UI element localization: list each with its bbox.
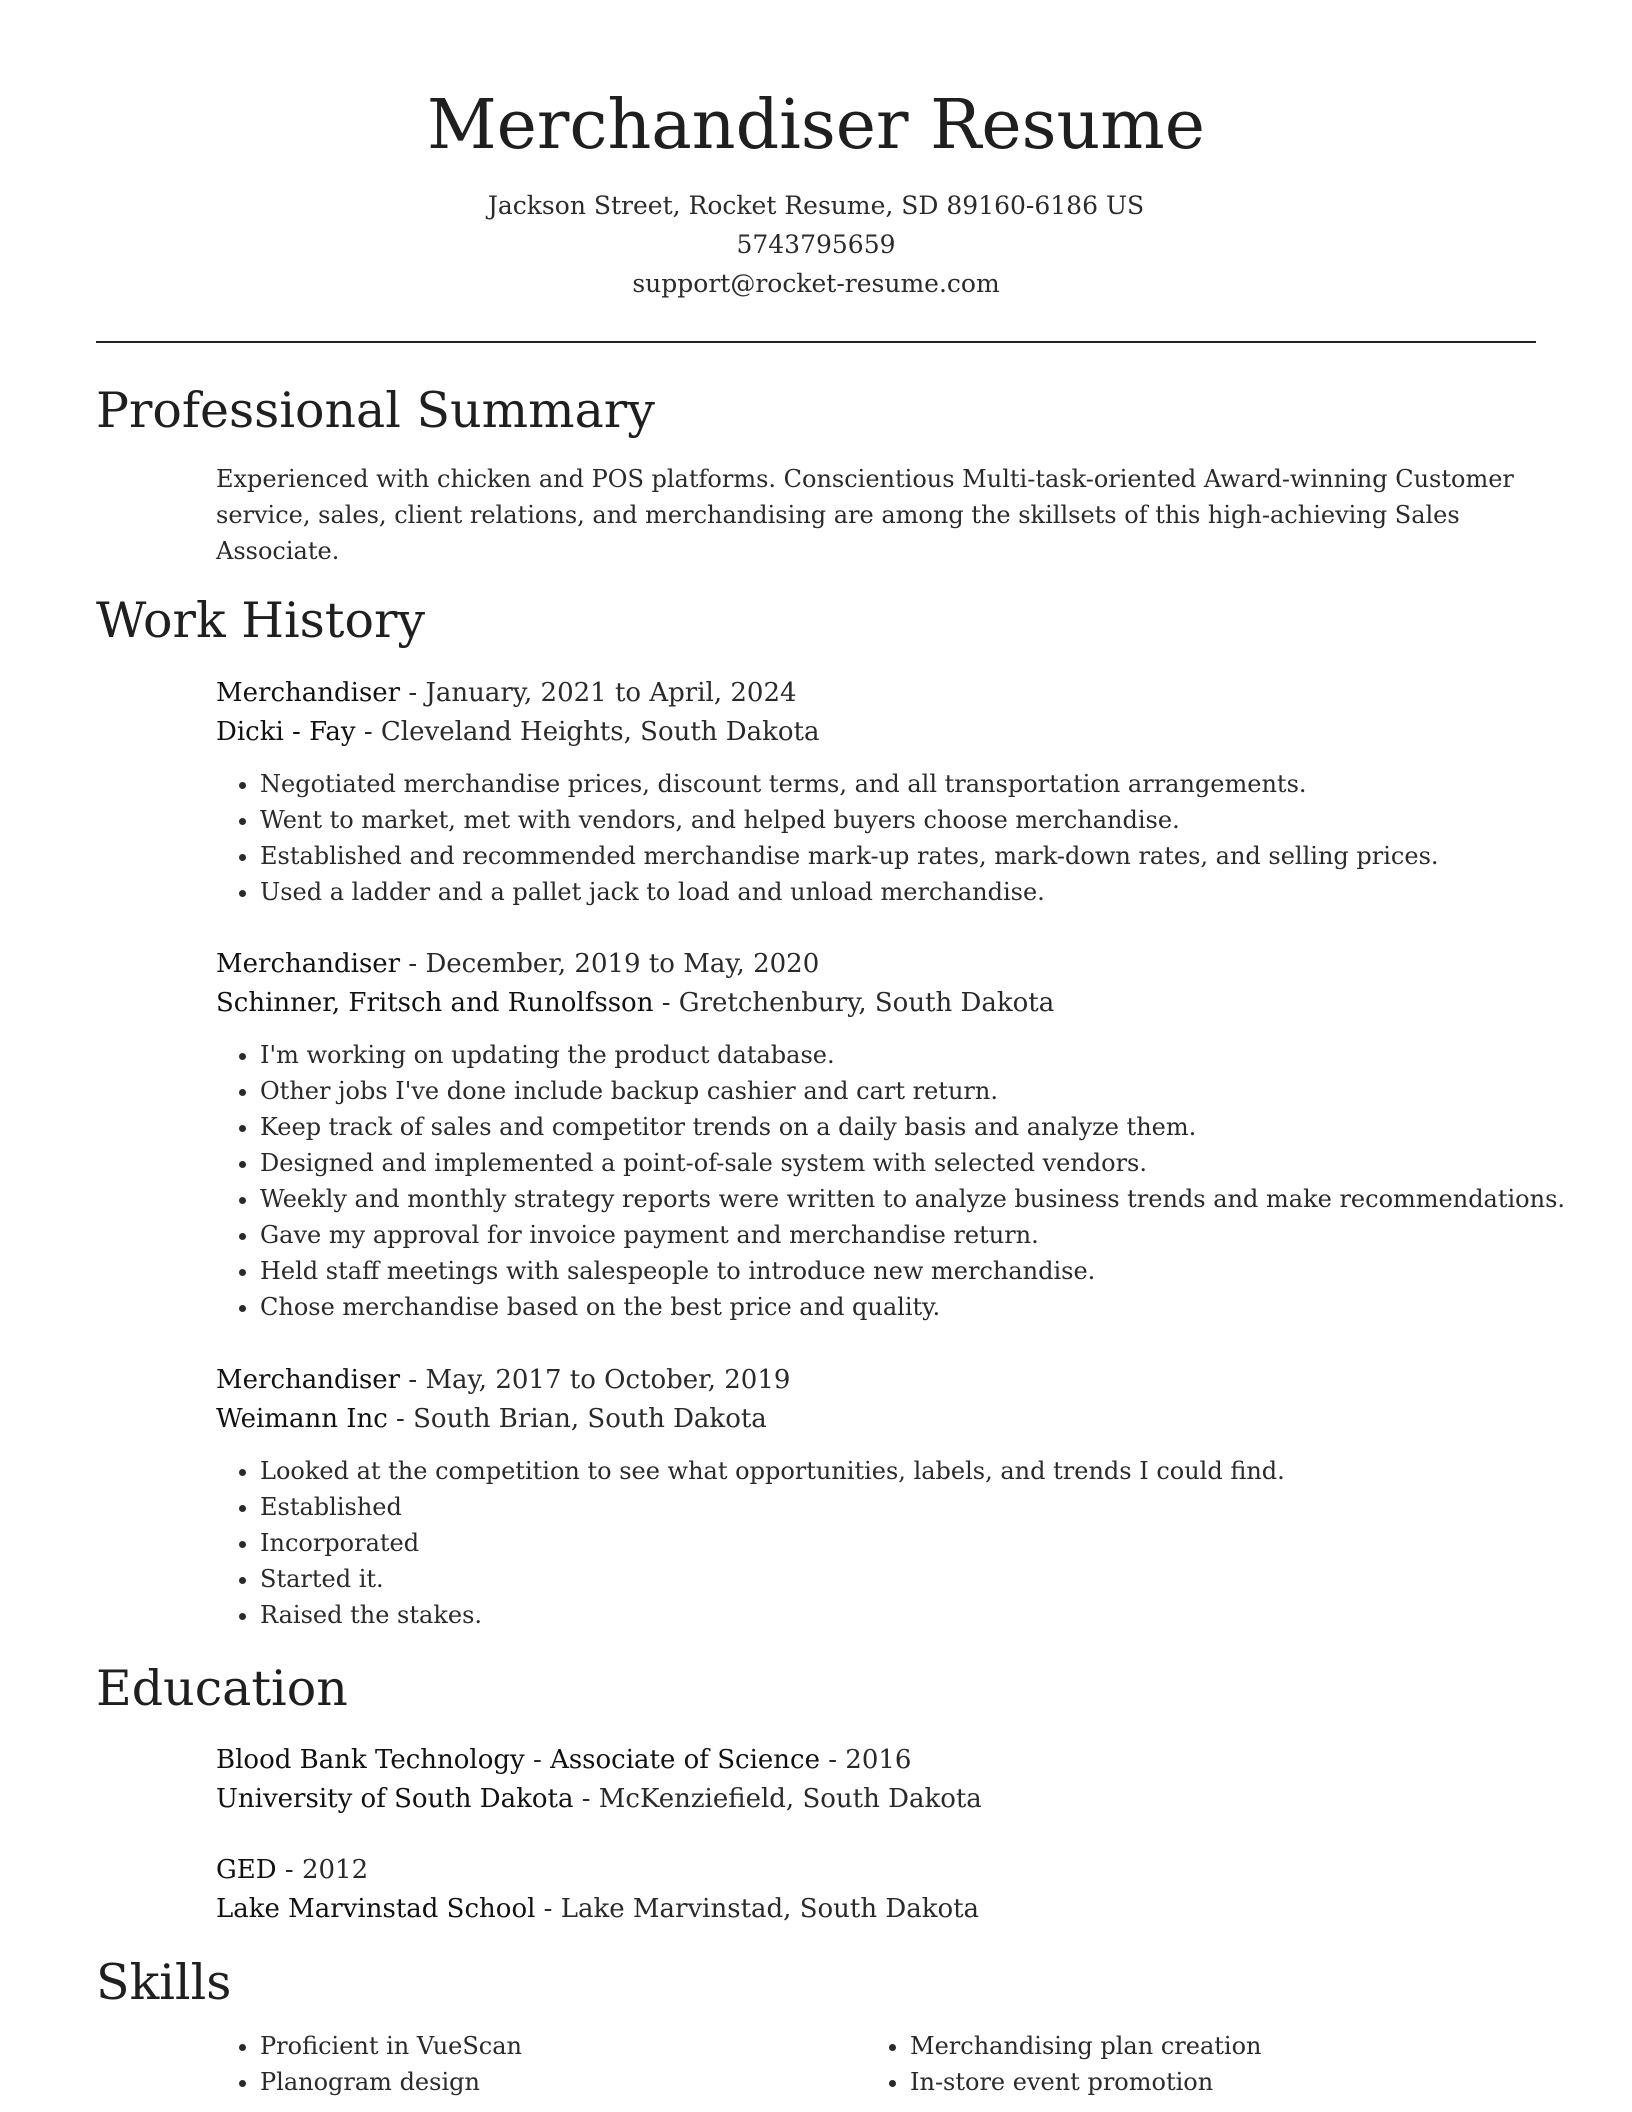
job-bullet: • Negotiated merchandise prices, discount terms, and all transportation arrangements.	[260, 766, 1546, 802]
job-bullet: • Designed and implemented a point-of-sale system with selected vendors.	[260, 1145, 1546, 1181]
section-title-summary: Professional Summary	[96, 382, 655, 439]
job-bullet: • Used a ladder and a pallet jack to load and unload merchandise.	[260, 874, 1546, 910]
section-title-work-history: Work History	[96, 592, 426, 649]
job-bullet: • Established and recommended merchandise mark-up rates, mark-down rates, and selling prices.	[260, 838, 1546, 874]
job-entry	[216, 1361, 1546, 1633]
education-school: University of South Dakota	[216, 1784, 574, 1814]
separator: -	[400, 1365, 426, 1395]
education-school-line	[216, 1780, 1546, 1819]
job-bullet: • Chose merchandise based on the best price and quality.	[260, 1289, 1546, 1325]
job-title: Merchandiser	[216, 949, 401, 979]
job-company: Schinner, Fritsch and Runolfsson	[216, 988, 654, 1018]
separator: -	[400, 678, 426, 708]
section-title-skills: Skills	[96, 1954, 232, 2011]
job-title-line	[216, 1361, 1546, 1400]
education-entry	[216, 1851, 1546, 1929]
skills-column-left	[216, 2028, 866, 2100]
separator: -	[276, 1855, 302, 1885]
job-dates: January, 2021 to April, 2024	[425, 678, 797, 708]
education-degree: Associate of Science	[550, 1745, 820, 1775]
job-title-line	[216, 945, 1546, 984]
contact-phone: 5743795659	[736, 230, 896, 259]
separator: -	[387, 1404, 414, 1434]
job-title: Merchandiser	[216, 678, 401, 708]
job-bullet: • Went to market, met with vendors, and helped buyers choose merchandise.	[260, 802, 1546, 838]
education-school-line	[216, 1890, 1546, 1929]
job-bullets	[216, 1453, 1546, 1633]
skill-item: • Proficient in VueScan	[260, 2028, 866, 2064]
job-bullets	[216, 1037, 1566, 1325]
job-bullet: • I'm working on updating the product database.	[260, 1037, 1546, 1073]
education-year: 2012	[301, 1855, 369, 1885]
education-location: Lake Marvinstad, South Dakota	[560, 1894, 980, 1924]
header-divider	[96, 341, 1536, 343]
education-degree-line	[216, 1741, 1546, 1780]
separator: -	[400, 949, 426, 979]
education-location: McKenziefield, South Dakota	[598, 1784, 982, 1814]
job-dates: December, 2019 to May, 2020	[425, 949, 820, 979]
job-company-line	[216, 984, 1546, 1023]
separator: -	[355, 717, 381, 747]
education-degree-line	[216, 1851, 1546, 1890]
job-company-line	[216, 1400, 1546, 1439]
job-bullet: • Held staff meetings with salespeople to introduce new merchandise.	[260, 1253, 1546, 1289]
job-bullet: • Started it.	[260, 1561, 1546, 1597]
job-title-line	[216, 674, 1546, 713]
separator: -	[535, 1894, 561, 1924]
skill-item: • In-store event promotion	[910, 2064, 1516, 2100]
skills-column-right	[866, 2028, 1516, 2100]
contact-info	[0, 186, 1632, 303]
job-bullet: • Raised the stakes.	[260, 1597, 1546, 1633]
job-company-line	[216, 713, 1546, 752]
job-bullet: • Keep track of sales and competitor trends on a daily basis and analyze them.	[260, 1109, 1546, 1145]
job-bullet: • Weekly and monthly strategy reports were written to analyze business trends and make recommendations.	[260, 1181, 1546, 1217]
job-bullets	[216, 766, 1546, 910]
skill-item: • Planogram design	[260, 2064, 866, 2100]
contact-address: Jackson Street, Rocket Resume, SD 89160-6186 US	[487, 191, 1145, 220]
job-entry	[216, 945, 1566, 1325]
skills-list	[216, 2028, 1546, 2100]
job-bullet: • Looked at the competition to see what opportunities, labels, and trends I could find.	[260, 1453, 1546, 1489]
separator: -	[524, 1745, 551, 1775]
job-location: South Brian, South Dakota	[413, 1404, 767, 1434]
skill-item: • Merchandising plan creation	[910, 2028, 1516, 2064]
job-location: Cleveland Heights, South Dakota	[380, 717, 820, 747]
separator: -	[653, 988, 679, 1018]
job-dates: May, 2017 to October, 2019	[425, 1365, 791, 1395]
job-bullet: • Gave my approval for invoice payment and merchandise return.	[260, 1217, 1546, 1253]
education-field: Blood Bank Technology	[216, 1745, 525, 1775]
education-entry	[216, 1741, 1546, 1819]
job-company: Weimann Inc	[216, 1404, 388, 1434]
job-title: Merchandiser	[216, 1365, 401, 1395]
job-company: Dicki - Fay	[216, 717, 356, 747]
job-bullet: • Incorporated	[260, 1525, 1546, 1561]
section-title-education: Education	[96, 1660, 348, 1717]
resume-title: Merchandiser Resume	[427, 86, 1205, 165]
contact-email: support@rocket-resume.com	[632, 269, 1000, 298]
job-bullet: • Other jobs I've done include backup cashier and cart return.	[260, 1073, 1546, 1109]
job-bullet: • Established	[260, 1489, 1546, 1525]
summary-text: Experienced with chicken and POS platforms. Conscientious Multi-task-oriented Award-winning Customer service, sales, client relations, and merchandising are among the skillsets of this high-achieving Sales Associate.	[216, 465, 1514, 565]
job-location: Gretchenbury, South Dakota	[678, 988, 1055, 1018]
separator: -	[819, 1745, 846, 1775]
resume-header	[0, 78, 1632, 303]
education-school: Lake Marvinstad School	[216, 1894, 536, 1924]
education-degree: GED	[216, 1855, 277, 1885]
education-year: 2016	[845, 1745, 912, 1775]
separator: -	[573, 1784, 599, 1814]
job-entry	[216, 674, 1546, 910]
